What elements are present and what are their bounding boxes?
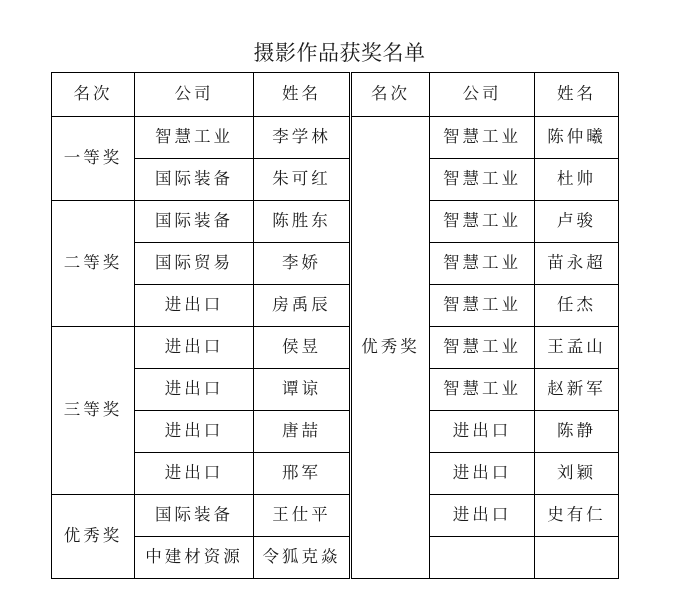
name-cell: 杜帅 [535, 159, 619, 201]
company-cell: 中建材资源 [135, 537, 254, 579]
table-row [52, 453, 619, 495]
header-rank-right: 名次 [351, 73, 430, 117]
name-cell: 赵新军 [535, 369, 619, 411]
company-cell: 智慧工业 [430, 243, 535, 285]
table-row [52, 537, 619, 579]
company-cell: 智慧工业 [430, 285, 535, 327]
name-cell: 李学林 [254, 117, 351, 159]
name-cell: 王孟山 [535, 327, 619, 369]
name-cell: 令狐克焱 [254, 537, 351, 579]
company-cell-empty [430, 537, 535, 579]
name-cell: 卢骏 [535, 201, 619, 243]
table-row [52, 495, 619, 537]
award-table-container [51, 72, 619, 579]
table-row [52, 327, 619, 369]
name-cell: 陈静 [535, 411, 619, 453]
name-cell: 任杰 [535, 285, 619, 327]
name-cell: 朱可红 [254, 159, 351, 201]
name-cell: 房禹辰 [254, 285, 351, 327]
company-cell: 智慧工业 [430, 159, 535, 201]
company-cell: 进出口 [135, 453, 254, 495]
name-cell: 李娇 [254, 243, 351, 285]
table-row [52, 285, 619, 327]
name-cell: 史有仁 [535, 495, 619, 537]
header-company-left: 公司 [135, 73, 254, 117]
name-cell: 谭谅 [254, 369, 351, 411]
company-cell: 国际装备 [135, 201, 254, 243]
name-cell: 陈仲曦 [535, 117, 619, 159]
company-cell: 智慧工业 [135, 117, 254, 159]
company-cell: 国际装备 [135, 159, 254, 201]
name-cell: 陈胜东 [254, 201, 351, 243]
table-row [52, 159, 619, 201]
company-cell: 国际贸易 [135, 243, 254, 285]
company-cell: 进出口 [430, 453, 535, 495]
rank-cell-second-prize: 二等奖 [52, 201, 135, 327]
company-cell: 进出口 [430, 411, 535, 453]
header-name-right: 姓名 [535, 73, 619, 117]
company-cell: 智慧工业 [430, 327, 535, 369]
company-cell: 国际装备 [135, 495, 254, 537]
name-cell-empty [535, 537, 619, 579]
company-cell: 智慧工业 [430, 117, 535, 159]
name-cell: 刘颖 [535, 453, 619, 495]
header-rank-left: 名次 [52, 73, 135, 117]
company-cell: 智慧工业 [430, 369, 535, 411]
company-cell: 进出口 [135, 369, 254, 411]
name-cell: 唐喆 [254, 411, 351, 453]
table-row [52, 201, 619, 243]
rank-cell-third-prize: 三等奖 [52, 327, 135, 495]
header-name-left: 姓名 [254, 73, 351, 117]
company-cell: 智慧工业 [430, 201, 535, 243]
company-cell: 进出口 [135, 327, 254, 369]
table-row [52, 369, 619, 411]
header-company-right: 公司 [430, 73, 535, 117]
company-cell: 进出口 [135, 285, 254, 327]
name-cell: 侯昱 [254, 327, 351, 369]
name-cell: 邢军 [254, 453, 351, 495]
rank-cell-merit-award-right: 优秀奖 [351, 117, 430, 579]
document-title: 摄影作品获奖名单 [253, 41, 426, 65]
name-cell: 苗永超 [535, 243, 619, 285]
header-row [52, 73, 619, 117]
award-table [51, 72, 619, 579]
rank-cell-merit-award-left: 优秀奖 [52, 495, 135, 579]
name-cell: 王仕平 [254, 495, 351, 537]
company-cell: 进出口 [135, 411, 254, 453]
table-row [52, 411, 619, 453]
company-cell: 进出口 [430, 495, 535, 537]
rank-cell-first-prize: 一等奖 [52, 117, 135, 201]
table-row [52, 117, 619, 159]
table-row [52, 243, 619, 285]
